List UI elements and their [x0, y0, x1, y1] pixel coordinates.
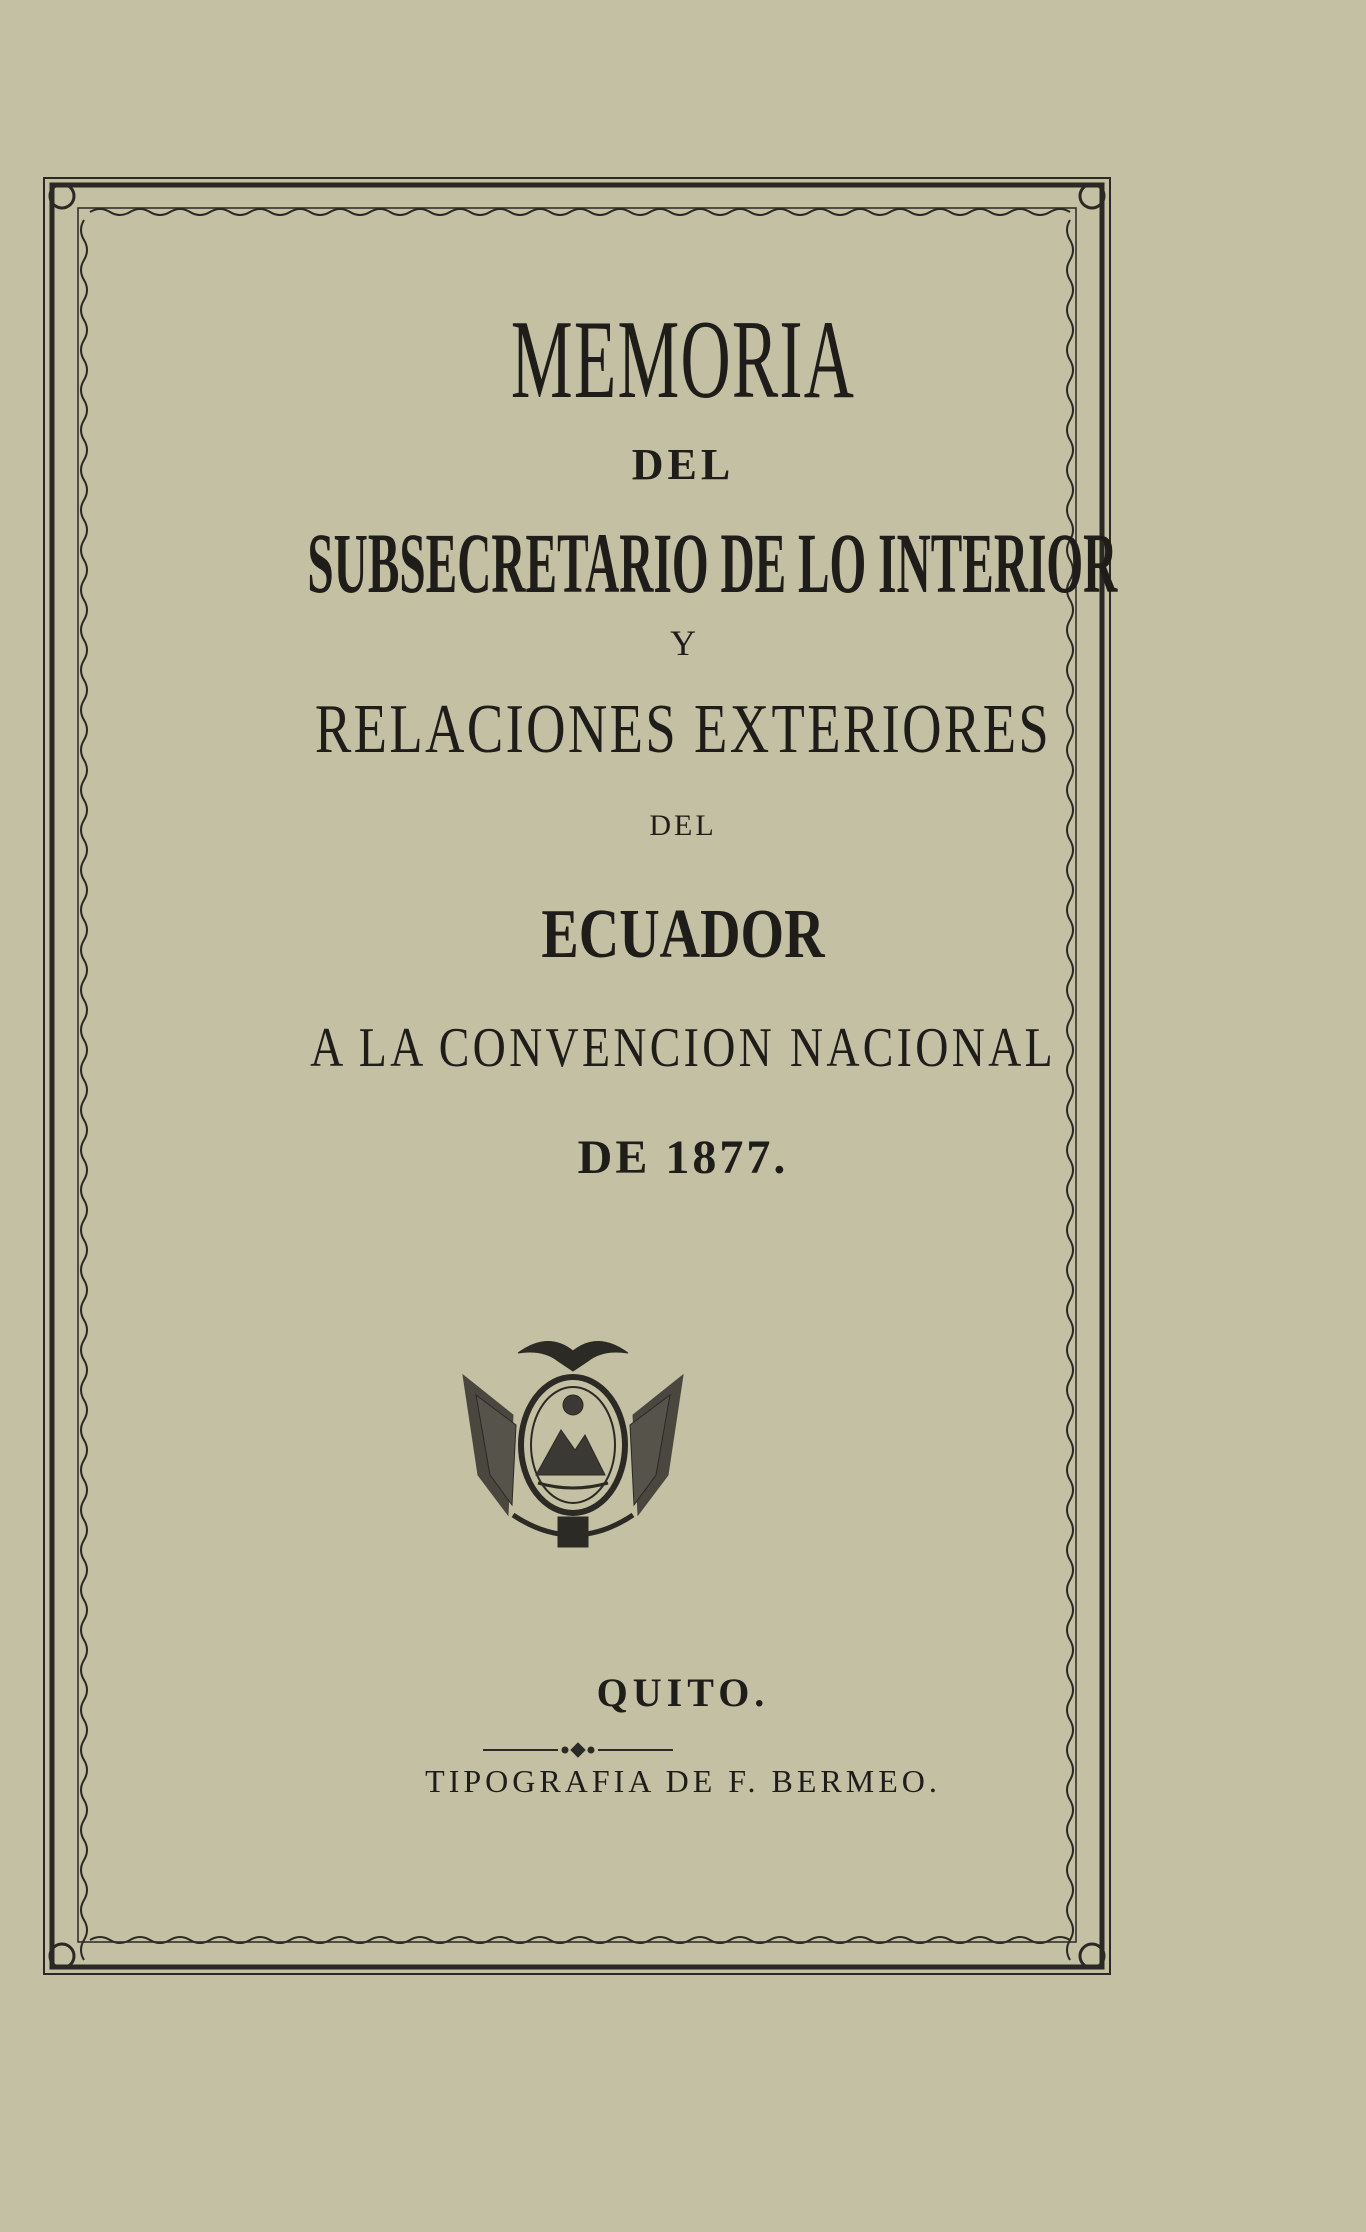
ornamental-rule-icon — [483, 1738, 673, 1762]
title-year: DE 1877. — [577, 1131, 789, 1184]
title-del: DEL — [631, 440, 735, 489]
title-subsecretario: SUBSECRETARIO DE LO INTERIOR — [307, 515, 1118, 611]
title-del-2: DEL — [649, 809, 717, 842]
imprint-printer: TIPOGRAFIA DE F. BERMEO. — [425, 1763, 941, 1799]
title-relaciones: RELACIONES EXTERIORES — [314, 691, 1052, 768]
coat-of-arms-icon — [458, 1325, 688, 1565]
title-convencion: A LA CONVENCION NACIONAL — [310, 1017, 1056, 1079]
title-memoria: MEMORIA — [510, 298, 856, 422]
title-ecuador: ECUADOR — [541, 896, 825, 973]
imprint-place: QUITO. — [596, 1670, 770, 1715]
title-y: Y — [670, 623, 696, 663]
